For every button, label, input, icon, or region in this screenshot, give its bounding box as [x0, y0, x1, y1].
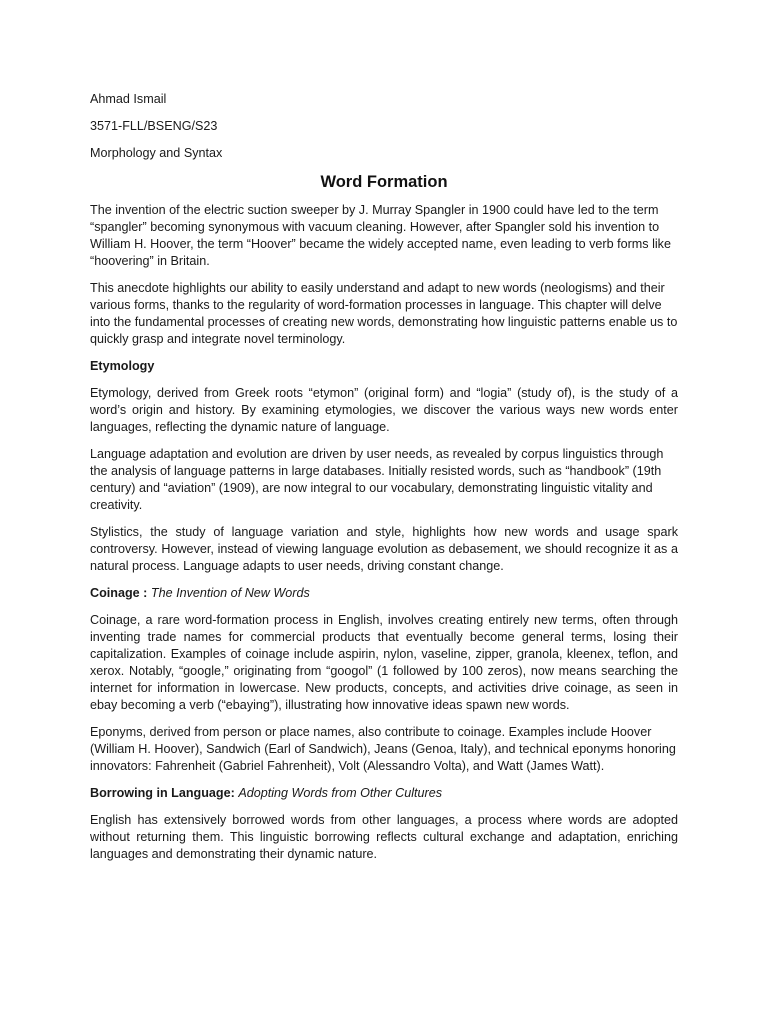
etymology-heading: Etymology [90, 359, 155, 373]
coinage-subtitle: The Invention of New Words [150, 586, 310, 600]
document-title: Word Formation [320, 173, 448, 191]
coinage-paragraph-1: Coinage, a rare word-formation process in English, involves creating entirely new terms, often through inventing trade names for commercial products that eventually become general terms, losing their capitalization. Examples of coinage include aspirin, nylon, vaseline, zipper, granola, kleenex, teflon, and xerox. Notably, “google,” originating from “googol” (1 followed by 100 zeros), now means searching the internet for information in lowercase. New products, concepts, and activities drive coinage, as seen in ebay becoming a verb (“ebaying”), illustrating how innovative ideas spawn new words. [90, 613, 678, 712]
etymology-paragraph-2: Language adaptation and evolution are driven by user needs, as revealed by corpus linguistics through the analysis of language patterns in large databases. Initially resisted words, such as “handbook” (19th century) and “aviation” (1909), are now integral to our vocabulary, demonstrating linguistic vitality and creativity. [90, 447, 664, 512]
etymology-paragraph-1: Etymology, derived from Greek roots “etymon” (original form) and “logia” (study of), is the study of a word’s origin and history. By examining etymologies, we discover the various ways new words enter languages, reflecting the dynamic nature of language. [90, 386, 678, 434]
author-name: Ahmad Ismail [90, 92, 167, 106]
borrowing-subtitle: Adopting Words from Other Cultures [238, 786, 443, 800]
etymology-paragraph-3: Stylistics, the study of language variation and style, highlights how new words and usage spark controversy. However, instead of viewing language evolution as debasement, we should recognize it as a natural process. Language adapts to user needs, driving constant change. [90, 525, 678, 573]
borrowing-heading-line [90, 785, 678, 802]
intro-paragraph-2: This anecdote highlights our ability to easily understand and adapt to new words (neologisms) and their various forms, thanks to the regularity of word-formation processes in language. This chapter will delve into the fundamental processes of creating new words, demonstrating how linguistic patterns enable us to quickly grasp and integrate novel terminology. [90, 281, 678, 346]
course-name: Morphology and Syntax [90, 146, 223, 160]
borrowing-heading: Borrowing in Language: [90, 786, 235, 800]
intro-paragraph-1: The invention of the electric suction sweeper by J. Murray Spangler in 1900 could have led to the term “spangler” becoming synonymous with vacuum cleaning. However, after Spangler sold his invention to William H. Hoover, the term “Hoover” became the widely accepted name, even leading to verb forms like “hoovering” in Britain. [90, 203, 671, 268]
coinage-heading-line [90, 585, 678, 602]
borrowing-paragraph-1: English has extensively borrowed words from other languages, a process where words are adopted without returning them. This linguistic borrowing reflects cultural exchange and adaptation, enriching languages and demonstrating their dynamic nature. [90, 813, 678, 861]
document-page [90, 91, 678, 873]
student-id: 3571-FLL/BSENG/S23 [90, 119, 218, 133]
coinage-paragraph-2: Eponyms, derived from person or place names, also contribute to coinage. Examples include Hoover (William H. Hoover), Sandwich (Earl of Sandwich), Jeans (Genoa, Italy), and technical eponyms honoring innovators: Fahrenheit (Gabriel Fahrenheit), Volt (Alessandro Volta), and Watt (James Watt). [90, 725, 676, 773]
coinage-heading: Coinage : [90, 586, 148, 600]
